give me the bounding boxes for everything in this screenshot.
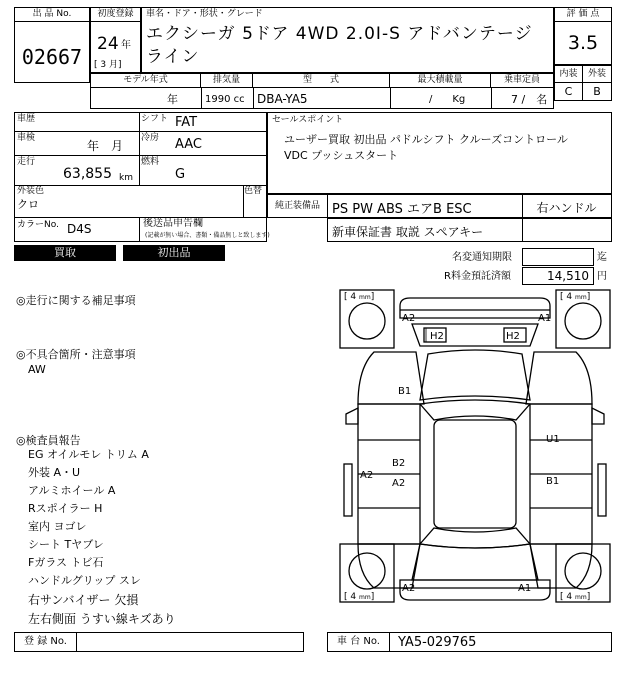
tire-size-rr: [ 4 mm] <box>560 592 591 602</box>
windshield <box>420 400 530 420</box>
sales-point-line-1: ユーザー買取 初出品 パドルシフト クルーズコントロール <box>284 133 568 146</box>
interior-label: 内装 <box>555 66 583 83</box>
model-year-label: モデル年式 <box>91 74 201 88</box>
roof <box>434 420 516 528</box>
sales-points-box <box>267 112 612 194</box>
front-bumper <box>400 298 550 318</box>
ext-color-label: 外装色 <box>17 186 45 196</box>
rear-hatch <box>412 544 538 580</box>
damage-mark-h2-left: H2 <box>430 331 444 342</box>
color-no-value: D4S <box>67 222 92 236</box>
lot-number: 02667 <box>21 45 83 69</box>
inspection-label: 車検 <box>17 133 36 143</box>
damage-mark-a1-front: A1 <box>538 313 552 324</box>
fuel-label: 燃料 <box>141 157 160 167</box>
grade-cell <box>554 65 612 101</box>
damage-mark-a2-left-side: A2 <box>360 470 374 481</box>
spec-row <box>90 73 554 109</box>
fuel-value: G <box>175 167 186 182</box>
inspector-line-2: 外装 A・U <box>28 466 81 479</box>
inspector-line-9: 右サンバイザー 欠損 <box>28 593 139 607</box>
tire-front-right <box>565 303 601 339</box>
reg-month: [ 3 月] <box>94 60 122 70</box>
damage-mark-u1-right: U1 <box>546 434 560 445</box>
inspector-line-5: 室内 ヨゴレ <box>28 520 87 533</box>
history-label: 車歴 <box>17 114 36 124</box>
hood <box>420 350 530 400</box>
reg-year: 24 <box>97 34 119 54</box>
inspector-line-8: ハンドルグリップ スレ <box>28 574 141 587</box>
recycle-amount: 14,510 <box>547 269 589 283</box>
model-year-unit: 年 <box>167 93 178 106</box>
capacity-label: 乗車定員 <box>491 74 553 88</box>
lot-cell <box>14 7 90 83</box>
equipment-row <box>267 194 612 218</box>
notice-box <box>522 248 594 266</box>
tire-size-fl: [ 4 mm] <box>344 292 375 302</box>
notice-label: 名変通知期限 <box>452 252 512 263</box>
lot-label: 出 品 No. <box>15 8 89 22</box>
capacity: 7 / 名 <box>511 93 548 106</box>
damage-mark-a2-left-door: A2 <box>392 478 406 489</box>
chassis-label: 車 台 No. <box>328 633 390 651</box>
inspector-title: ◎検査員報告 <box>16 434 81 447</box>
inspector-line-7: Fガラス トビ石 <box>28 556 104 569</box>
exterior-grade: B <box>593 85 601 98</box>
equipment-label: 純正装備品 <box>268 195 328 217</box>
rear-left-fender <box>358 544 420 588</box>
sales-point-line-2: VDC プッシュスタート <box>284 149 399 162</box>
damage-mark-b1-left-front: B1 <box>398 386 412 397</box>
car-name-label: 車名・ドア・形状・グレード <box>146 9 263 19</box>
car-damage-diagram <box>338 288 612 606</box>
equipment-items: PS PW ABS エアB ESC <box>332 202 472 217</box>
score-label: 評 価 点 <box>555 8 611 22</box>
aftermarket-label: 後送品申告欄 <box>143 218 203 229</box>
handle-side: 右ハンドル <box>536 201 597 215</box>
front-left-fender <box>358 352 424 404</box>
damage-mark-b1-right: B1 <box>546 476 560 487</box>
purchase-badge: 買取 <box>14 245 116 261</box>
type-label: 型 式 <box>253 74 390 88</box>
warranty-items: 新車保証書 取説 スペアキー <box>332 225 484 239</box>
car-name: エクシーガ 5ドア 4WD 2.0I-S アドバンテージライン <box>146 24 533 67</box>
recycle-unit: 円 <box>597 271 607 282</box>
tire-rear-left <box>349 553 385 589</box>
inspector-line-4: Rスポイラー H <box>28 502 103 515</box>
mileage-unit: km <box>119 173 133 183</box>
warranty-row <box>327 218 612 242</box>
chassis-row <box>327 632 612 652</box>
reg-no-row <box>14 632 304 652</box>
driving-notes-title: ◎走行に関する補足事項 <box>16 294 136 307</box>
inspection-value: 年 月 <box>87 139 124 153</box>
recycle-label: R料金預託済額 <box>444 271 511 282</box>
shift-label: シフト <box>141 114 169 124</box>
inspector-line-3: アルミホイール A <box>28 484 116 497</box>
recycle-box <box>522 267 594 285</box>
shift-value: FAT <box>175 115 198 130</box>
color-no-label: カラーNo. <box>17 220 59 230</box>
first-listing-badge: 初出品 <box>123 245 225 261</box>
rear-window <box>420 528 530 548</box>
tire-size-fr: [ 4 mm] <box>560 292 591 302</box>
inspector-line-6: シート Tヤブレ <box>28 538 104 551</box>
displacement-label: 排気量 <box>201 74 253 88</box>
displacement: 1990 cc <box>205 94 245 105</box>
aftermarket-note: (記載が無い場合、書類・備品無しと致します) <box>145 232 270 239</box>
damage-mark-b2-left: B2 <box>392 458 406 469</box>
damage-mark-h2-right: H2 <box>506 331 520 342</box>
ext-color-value: クロ <box>17 198 39 211</box>
ac-value: AAC <box>175 137 202 152</box>
damage-mark-a2-front: A2 <box>402 313 416 324</box>
tire-front-left <box>349 303 385 339</box>
score-cell <box>554 7 612 65</box>
sales-points-label: セールスポイント <box>272 115 344 125</box>
reg-year-unit: 年 <box>121 40 131 51</box>
damage-mark-a1-rear: A1 <box>518 583 532 594</box>
score-value: 3.5 <box>567 32 599 54</box>
notice-suffix: 迄 <box>597 252 607 263</box>
first-registration-label: 初度登録 <box>91 8 140 22</box>
inspector-line-10: 左右側面 うすい線キズあり <box>28 612 176 626</box>
max-load: / Kg <box>429 94 466 105</box>
max-load-label: 最大積載量 <box>390 74 491 88</box>
details-block <box>14 112 270 242</box>
mileage-label: 走行 <box>17 157 36 167</box>
interior-grade: C <box>555 83 583 100</box>
front-right-fender <box>526 352 592 404</box>
rear-right-fender <box>530 544 592 588</box>
defects-line: AW <box>28 363 46 376</box>
tire-rear-right <box>565 553 601 589</box>
color-change-label: 色替 <box>244 186 263 196</box>
ac-label: 冷房 <box>141 133 160 143</box>
tire-size-rl: [ 4 mm] <box>344 592 375 602</box>
chassis-number: YA5-029765 <box>398 635 477 650</box>
reg-no-label: 登 録 No. <box>15 633 77 651</box>
mileage-value: 63,855 <box>63 166 112 182</box>
defects-title: ◎不具合箇所・注意事項 <box>16 348 136 361</box>
first-registration-cell <box>90 7 141 73</box>
car-name-cell <box>141 7 554 73</box>
model-type: DBA-YA5 <box>257 92 308 106</box>
exterior-label: 外装 <box>583 66 611 83</box>
inspector-line-1: EG オイルモレ トリム A <box>28 448 149 461</box>
damage-mark-a2-rear: A2 <box>402 583 416 594</box>
